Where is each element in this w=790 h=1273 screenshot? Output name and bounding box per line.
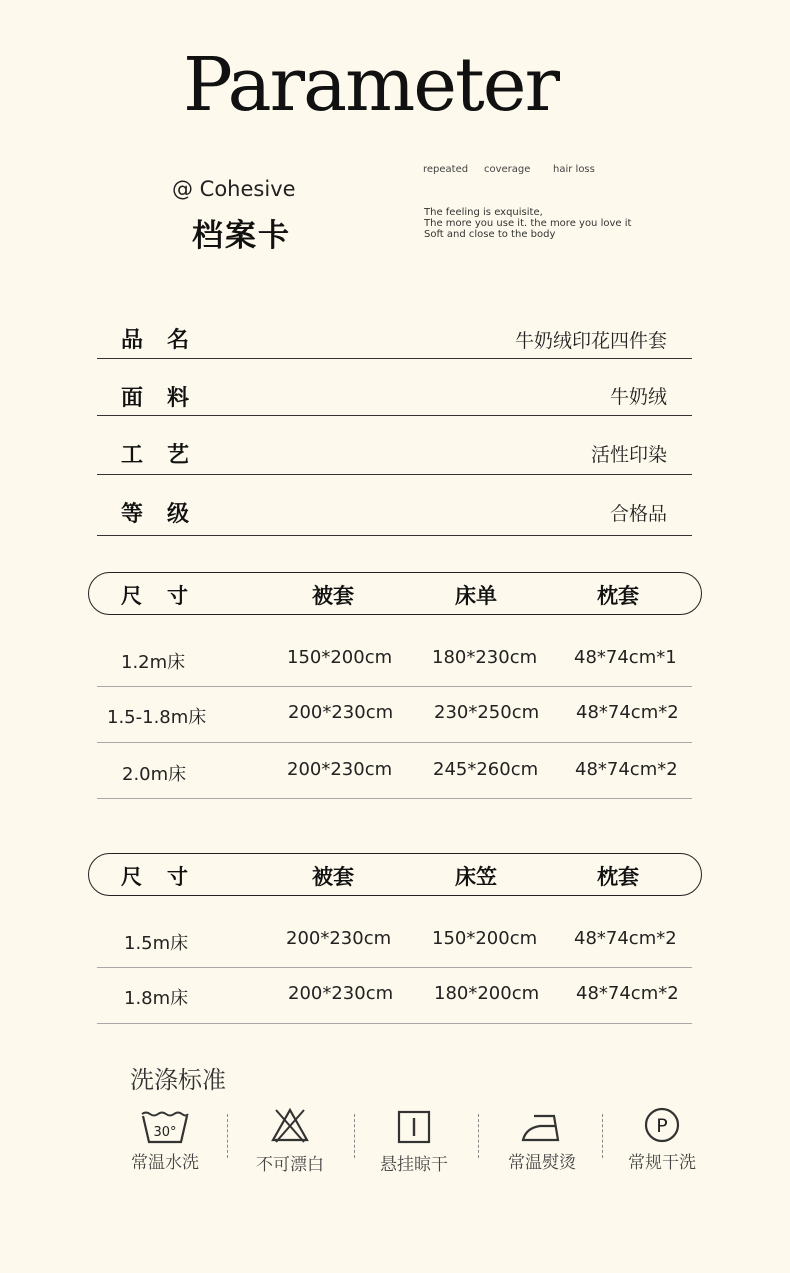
wash-label: 悬挂晾干 xyxy=(380,1155,448,1175)
svg-text:30°: 30° xyxy=(153,1125,177,1140)
wash-title: 洗涤标准 xyxy=(130,1066,226,1094)
tag-repeated: repeated xyxy=(423,164,469,175)
size-table-header xyxy=(88,853,702,896)
param-label: 等 级 xyxy=(121,502,192,527)
param-label: 面 料 xyxy=(121,386,192,411)
table-cell: 1.5m床 xyxy=(124,933,189,954)
param-value: 牛奶绒 xyxy=(609,386,667,408)
no-bleach-icon xyxy=(250,1106,330,1144)
slogan-line: The more you use it. the more you love it xyxy=(424,218,632,229)
param-value: 合格品 xyxy=(609,503,667,525)
table-header-cell: 枕套 xyxy=(597,584,639,608)
table-header-cell: 尺 寸 xyxy=(121,584,190,608)
param-value: 活性印染 xyxy=(590,444,667,466)
table-row xyxy=(97,687,692,743)
tag-hair-loss: hair loss xyxy=(553,164,595,175)
table-cell: 180*200cm xyxy=(434,983,540,1004)
table-cell: 200*230cm xyxy=(288,702,394,723)
dry-clean-p-icon xyxy=(622,1106,702,1144)
slogan-line: The feeling is exquisite, xyxy=(424,207,543,218)
wash-label: 常温水洗 xyxy=(131,1153,199,1173)
table-cell: 48*74cm*2 xyxy=(574,928,677,949)
table-cell: 180*230cm xyxy=(432,647,538,668)
card-title: 档案卡 xyxy=(192,218,291,254)
table-cell: 48*74cm*2 xyxy=(576,983,679,1004)
table-cell: 200*230cm xyxy=(286,928,392,949)
table-header-cell: 床单 xyxy=(455,584,497,608)
table-row xyxy=(97,968,692,1024)
wash-item xyxy=(374,1106,454,1175)
wash-item xyxy=(126,1106,204,1173)
wash-item xyxy=(250,1106,330,1175)
brand-name: @ Cohesive xyxy=(172,177,296,201)
param-row-fabric xyxy=(97,376,692,416)
table-header-cell: 尺 寸 xyxy=(121,865,190,889)
wash-item xyxy=(622,1106,702,1173)
param-row-process xyxy=(97,433,692,475)
table-cell: 230*250cm xyxy=(434,702,540,723)
param-row-name xyxy=(97,318,692,359)
hang-dry-icon xyxy=(374,1106,454,1144)
table-cell: 1.5-1.8m床 xyxy=(107,707,207,728)
table-header-cell: 枕套 xyxy=(597,865,639,889)
table-header-cell: 床笠 xyxy=(455,865,497,889)
table-cell: 1.8m床 xyxy=(124,988,189,1009)
param-value: 牛奶绒印花四件套 xyxy=(514,330,667,352)
table-row xyxy=(97,912,692,968)
size-table-header xyxy=(88,572,702,615)
table-cell: 48*74cm*2 xyxy=(576,702,679,723)
table-cell: 150*200cm xyxy=(287,647,393,668)
param-label: 品 名 xyxy=(121,328,192,353)
divider xyxy=(227,1114,228,1158)
table-cell: 200*230cm xyxy=(287,759,393,780)
wash-item xyxy=(502,1106,582,1173)
table-cell: 245*260cm xyxy=(433,759,539,780)
table-cell: 48*74cm*1 xyxy=(574,647,677,668)
wash-label: 常温熨烫 xyxy=(508,1153,576,1173)
table-cell: 200*230cm xyxy=(288,983,394,1004)
table-cell: 150*200cm xyxy=(432,928,538,949)
param-label: 工 艺 xyxy=(121,443,192,468)
wash-label: 不可漂白 xyxy=(256,1155,324,1175)
table-cell: 48*74cm*2 xyxy=(575,759,678,780)
table-row xyxy=(97,631,692,687)
divider xyxy=(354,1114,355,1158)
table-row xyxy=(97,743,692,799)
svg-text:P: P xyxy=(656,1115,668,1137)
slogan-line: Soft and close to the body xyxy=(424,229,556,240)
page-title: Parameter xyxy=(183,42,558,128)
divider xyxy=(602,1114,603,1158)
tag-coverage: coverage xyxy=(484,164,531,175)
table-cell: 1.2m床 xyxy=(121,652,186,673)
param-row-grade xyxy=(97,492,692,536)
iron-icon xyxy=(502,1106,582,1144)
table-header-cell: 被套 xyxy=(312,865,354,889)
table-cell: 2.0m床 xyxy=(122,764,187,785)
slogan xyxy=(424,207,631,240)
wash-label: 常规干洗 xyxy=(628,1153,696,1173)
divider xyxy=(478,1114,479,1158)
wash-30-icon xyxy=(126,1106,204,1144)
table-header-cell: 被套 xyxy=(312,584,354,608)
